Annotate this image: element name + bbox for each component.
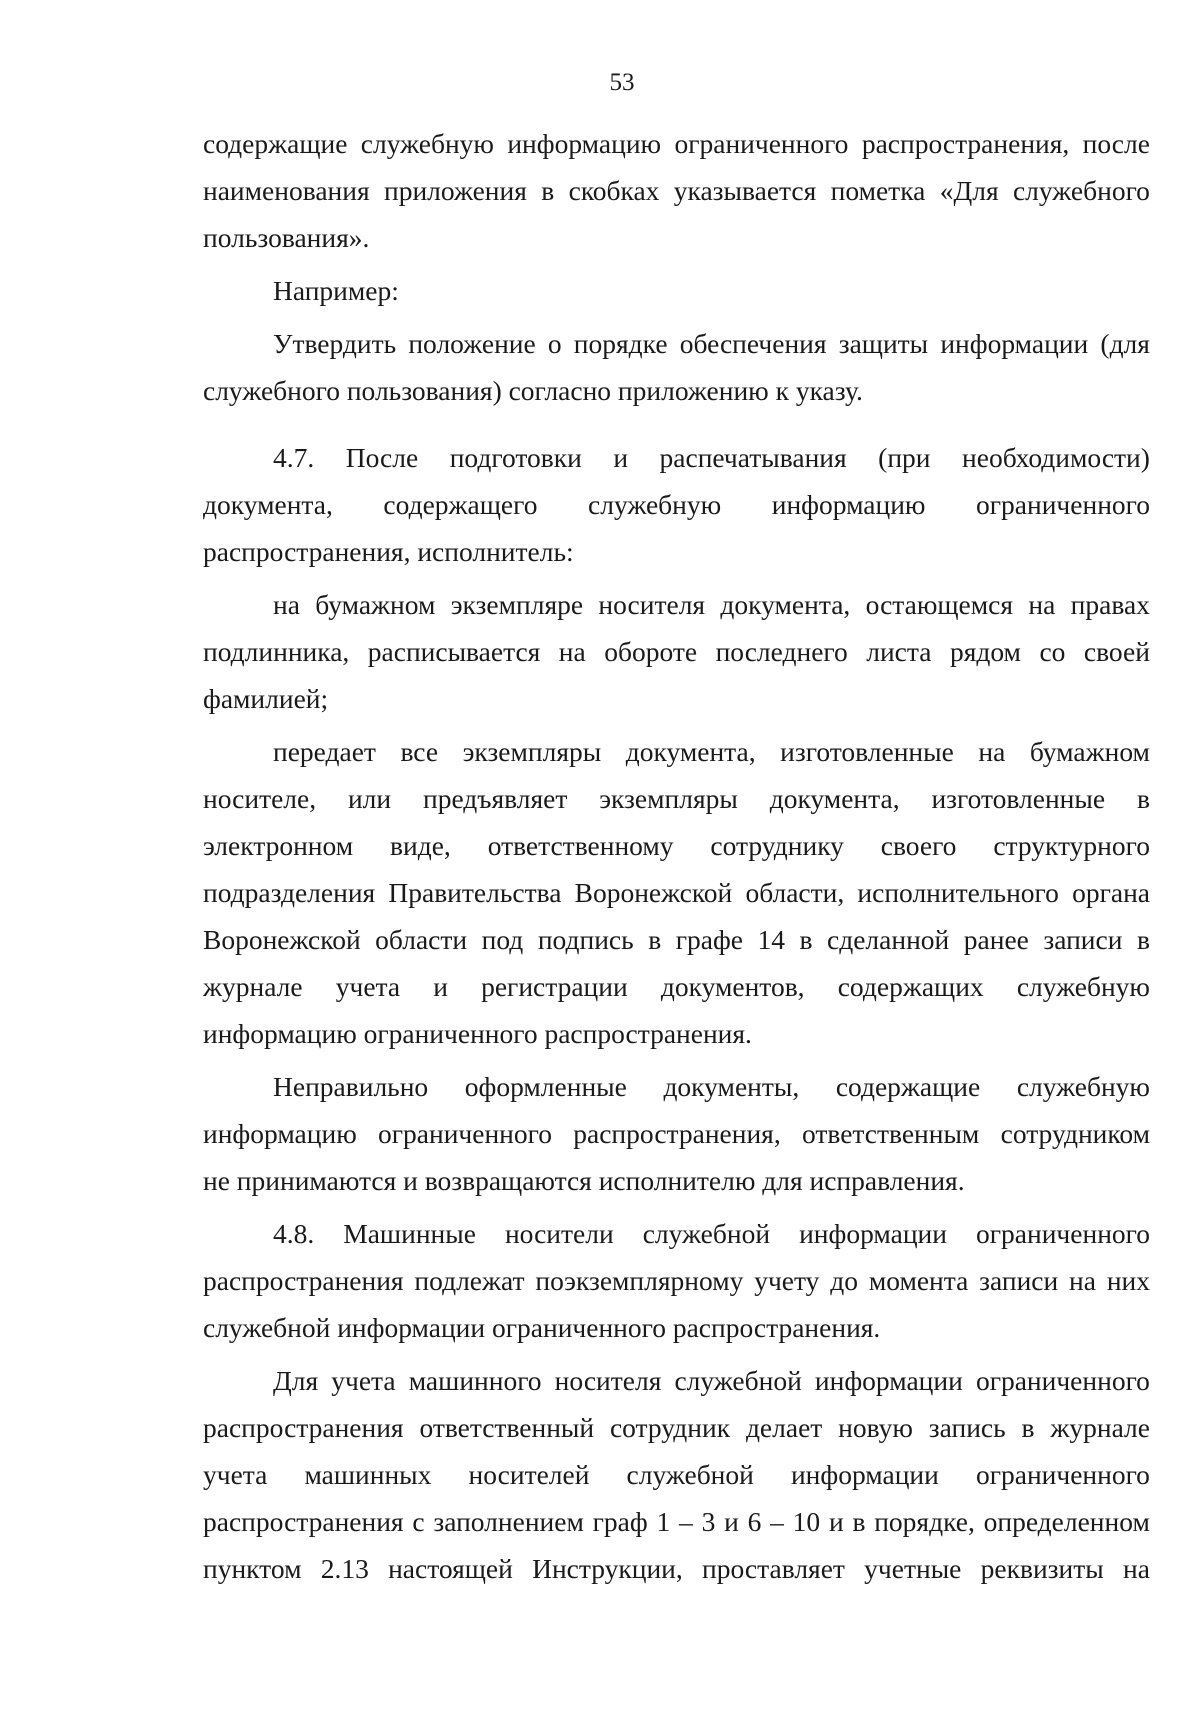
word: в <box>1021 1412 1035 1443</box>
word: на <box>978 736 1006 767</box>
word: ограниченного <box>976 489 1150 520</box>
word: бумажном <box>315 589 436 620</box>
word: сотрудник <box>609 1412 731 1443</box>
word: на <box>1122 1553 1150 1584</box>
word: информацию <box>771 489 926 520</box>
text-line <box>203 581 1150 628</box>
text-line: фамилией; <box>203 683 329 714</box>
word: документа, <box>203 489 333 520</box>
word: содержащих <box>837 971 984 1002</box>
word: (при <box>878 442 931 473</box>
document-body <box>203 120 1150 1592</box>
word: распространения <box>203 1412 404 1443</box>
word: информации <box>940 328 1089 359</box>
word: поэкземплярному <box>535 1265 744 1296</box>
word: порядке <box>573 328 668 359</box>
word: документа, <box>720 589 851 620</box>
word: учета <box>203 1459 268 1490</box>
word: (для <box>1100 328 1150 359</box>
paragraph-media-accounting <box>203 1357 1150 1592</box>
word: виде, <box>390 830 451 861</box>
word: распечатывания <box>659 442 847 473</box>
word: рядом <box>949 636 1021 667</box>
text-line <box>203 1498 1150 1545</box>
paragraph-paper-copy <box>203 581 1150 722</box>
word: 14 <box>757 924 785 955</box>
word: машинного <box>408 1365 542 1396</box>
word: сотруднику <box>710 830 844 861</box>
word: 10 <box>792 1506 821 1537</box>
word: на <box>558 636 586 667</box>
paragraph-section-4-7 <box>203 434 1150 575</box>
word: пунктом <box>203 1553 302 1584</box>
word: обороте <box>604 636 698 667</box>
word: подготовки <box>449 442 582 473</box>
word: документа, <box>625 736 756 767</box>
word: порядке, <box>874 1506 975 1537</box>
word: 3 <box>701 1506 716 1537</box>
text-line: пользования». <box>203 222 370 253</box>
word: 1 <box>656 1506 671 1537</box>
paragraph-section-4-8 <box>203 1210 1150 1351</box>
text-line <box>203 822 1150 869</box>
word: ограниченного <box>975 1365 1150 1396</box>
word: служебного <box>1012 175 1150 206</box>
word: и <box>724 1506 739 1537</box>
word: ограниченного <box>976 1218 1150 1249</box>
word: о <box>547 328 562 359</box>
word: Утвердить <box>273 328 397 359</box>
word: распространения <box>203 1506 404 1537</box>
word: носителя <box>598 589 706 620</box>
text-line <box>203 963 1150 1010</box>
word: запись <box>928 1412 1006 1443</box>
word: своего <box>880 830 957 861</box>
word: подразделения <box>203 877 376 908</box>
word: информацию <box>203 1118 357 1149</box>
word: Для <box>273 1365 319 1396</box>
word: ограниченного <box>975 1459 1150 1490</box>
word: учетные <box>864 1553 962 1584</box>
word: на <box>1069 1265 1096 1296</box>
word: информации <box>814 1365 963 1396</box>
text-line <box>203 1257 1150 1304</box>
word: регистрации <box>481 971 628 1002</box>
word: распространения, <box>861 128 1070 159</box>
word: и <box>613 442 629 473</box>
text-line: распространения, исполнитель: <box>203 536 574 567</box>
paragraph-continuation <box>203 120 1150 261</box>
text-line <box>203 728 1150 775</box>
word: Неправильно <box>273 1071 429 1102</box>
word: проставляет <box>702 1553 845 1584</box>
text-line: служебного пользования) согласно приложению к указу. <box>203 375 863 406</box>
word: с <box>412 1506 425 1537</box>
text-line: Например: <box>273 275 399 306</box>
word: ответственному <box>487 830 674 861</box>
word: момента <box>868 1265 969 1296</box>
word: ответственным <box>801 1118 980 1149</box>
word: скобках <box>568 175 660 206</box>
text-line <box>203 120 1150 167</box>
word: журнале <box>1050 1412 1150 1443</box>
word: наименования <box>203 175 370 206</box>
word: информацию <box>507 128 662 159</box>
text-line <box>203 1210 1150 1257</box>
word: Правительства <box>388 877 562 908</box>
word: служебной <box>626 1459 754 1490</box>
word: содержащего <box>383 489 538 520</box>
word: распространения, <box>573 1118 781 1149</box>
word: все <box>400 736 439 767</box>
text-line <box>203 1110 1150 1157</box>
word: бумажном <box>1029 736 1150 767</box>
word: записи <box>979 1265 1059 1296</box>
text-line <box>203 481 1150 528</box>
word: информации <box>799 1218 947 1249</box>
word: на <box>273 589 300 620</box>
word: в <box>852 1506 866 1537</box>
word: учета <box>331 1365 396 1396</box>
word: информации <box>790 1459 939 1490</box>
word: – <box>679 1506 693 1537</box>
text-line <box>203 1404 1150 1451</box>
word: своей <box>1083 636 1150 667</box>
word: настоящей <box>388 1553 513 1584</box>
word: служебную <box>588 489 722 520</box>
word: машинных <box>304 1459 432 1490</box>
word: носители <box>504 1218 614 1249</box>
word: ответственный <box>419 1412 595 1443</box>
word: в <box>799 924 813 955</box>
word: служебной <box>674 1365 802 1396</box>
word: – <box>770 1506 784 1537</box>
word: экземпляры <box>599 783 738 814</box>
text-line: не принимаются и возвращаются исполнителю для исправления. <box>203 1165 965 1196</box>
word: содержащие <box>203 128 348 159</box>
word: области, <box>745 877 845 908</box>
word: в <box>1136 783 1150 814</box>
word: определенном <box>983 1506 1150 1537</box>
word: журнале <box>203 971 303 1002</box>
word: на <box>1028 589 1056 620</box>
text-line <box>203 1545 1150 1592</box>
word: оформленные <box>464 1071 627 1102</box>
word: экземпляры <box>462 736 602 767</box>
word: расписывается <box>367 636 541 667</box>
word: со <box>1039 636 1066 667</box>
word: учету <box>754 1265 820 1296</box>
word: Воронежской <box>574 877 733 908</box>
word: носителей <box>468 1459 590 1490</box>
word: в <box>1136 924 1150 955</box>
text-line <box>203 1451 1150 1498</box>
word: сделанной <box>827 924 950 955</box>
word: «Для <box>939 175 999 206</box>
word: служебную <box>360 128 494 159</box>
word: области <box>375 924 468 955</box>
paragraph-example-label <box>203 267 1150 314</box>
word: служебную <box>1016 1071 1150 1102</box>
word: 4.8. <box>273 1218 315 1249</box>
word: в <box>648 924 662 955</box>
word: подлежат <box>414 1265 525 1296</box>
word: ограниченного <box>674 128 849 159</box>
word: новую <box>838 1412 913 1443</box>
word: учета <box>335 971 401 1002</box>
text-line <box>203 1063 1150 1110</box>
paragraph-example-text <box>203 320 1150 414</box>
word: документа, <box>769 783 900 814</box>
word: передает <box>273 736 376 767</box>
word: сотрудником <box>1000 1118 1150 1149</box>
word: изготовленные <box>931 783 1106 814</box>
paragraph-transfer-copies <box>203 728 1150 1057</box>
word: обеспечения <box>679 328 827 359</box>
word: предъявляет <box>423 783 568 814</box>
word: Воронежской <box>203 924 361 955</box>
text-line: информацию ограниченного распространения. <box>203 1018 752 1049</box>
word: записи <box>1043 924 1123 955</box>
word: электронном <box>203 830 354 861</box>
word: Машинные <box>343 1218 476 1249</box>
word: органа <box>1072 877 1150 908</box>
word: 2.13 <box>320 1553 369 1584</box>
text-line <box>203 916 1150 963</box>
word: экземпляре <box>450 589 584 620</box>
page-number: 53 <box>609 69 635 96</box>
word: под <box>481 924 524 955</box>
word: реквизиты <box>980 1553 1104 1584</box>
text-line <box>203 628 1150 675</box>
word: последнего <box>715 636 848 667</box>
word: необходимости) <box>962 442 1150 473</box>
word: исполнительного <box>857 877 1059 908</box>
word: ранее <box>963 924 1029 955</box>
word: служебную <box>1016 971 1150 1002</box>
word: 6 <box>747 1506 762 1537</box>
text-line <box>203 167 1150 214</box>
word: носителя <box>554 1365 662 1396</box>
text-line <box>203 775 1150 822</box>
word: пометка <box>830 175 926 206</box>
word: подлинника, <box>203 636 350 667</box>
text-line <box>203 434 1150 481</box>
word: содержащие <box>835 1071 981 1102</box>
word: положение <box>408 328 536 359</box>
word: после <box>1082 128 1150 159</box>
word: в <box>541 175 555 206</box>
paragraph-incorrect-docs <box>203 1063 1150 1204</box>
word: и <box>433 971 448 1002</box>
word: заполнением <box>433 1506 584 1537</box>
word: или <box>347 783 392 814</box>
word: распространения <box>203 1265 404 1296</box>
text-line <box>203 869 1150 916</box>
word: листа <box>866 636 932 667</box>
word: изготовленные <box>780 736 954 767</box>
word: правах <box>1070 589 1150 620</box>
word: защиты <box>838 328 929 359</box>
word: них <box>1106 1265 1150 1296</box>
word: остающемся <box>865 589 1014 620</box>
word: подпись <box>537 924 634 955</box>
word: 4.7. <box>273 442 315 473</box>
text-line <box>203 1357 1150 1404</box>
word: делает <box>745 1412 823 1443</box>
word: графе <box>675 924 743 955</box>
word: носителе, <box>203 783 317 814</box>
word: приложения <box>383 175 527 206</box>
word: После <box>345 442 419 473</box>
word: документов, <box>660 971 805 1002</box>
word: структурного <box>993 830 1150 861</box>
word: граф <box>592 1506 648 1537</box>
word: ограниченного <box>378 1118 552 1149</box>
word: до <box>830 1265 858 1296</box>
text-line <box>203 320 1150 367</box>
text-line: служебной информации ограниченного распространения. <box>203 1312 881 1343</box>
word: Инструкции, <box>532 1553 683 1584</box>
word: документы, <box>663 1071 800 1102</box>
word: служебной <box>642 1218 771 1249</box>
word: указывается <box>673 175 817 206</box>
word: и <box>828 1506 844 1537</box>
